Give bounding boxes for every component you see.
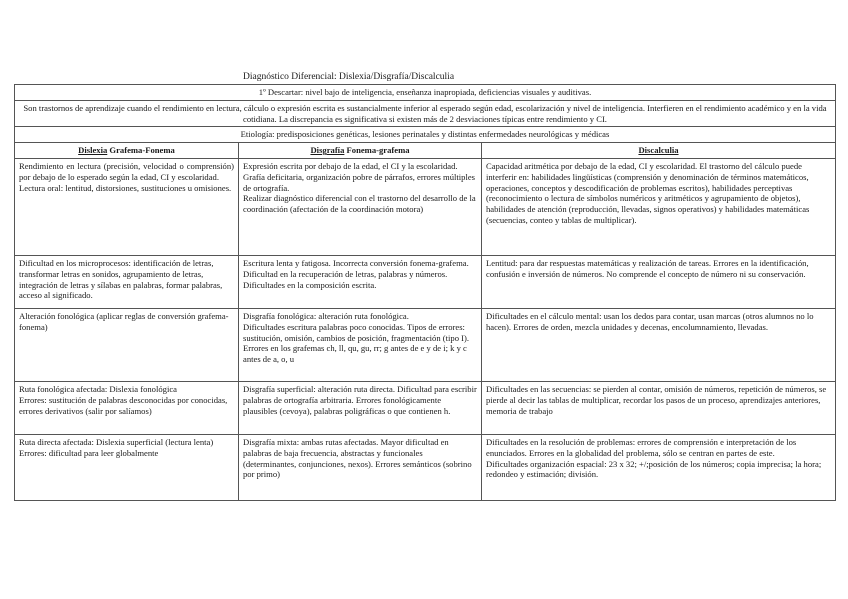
disgrafia-cell: Disgrafía fonológica: alteración ruta fonológica. Dificultades escritura palabras poco conocidas. Tipos de errores: sustitución, omisión, cambios de posición, fragmentación (tipo I). Errores en los grafemas ch, ll, qu, gu, rr; g antes de e y de i; k y c antes de a, o, u	[239, 308, 482, 381]
header-disgrafia: Disgrafía Fonema-grafema	[239, 143, 482, 159]
etiology-row	[15, 127, 836, 143]
disgrafia-cell: Disgrafía superficial: alteración ruta directa. Dificultad para escribir palabras de ortografía arbitraria. Errores fonológicamente plausibles (cevoya), palabras poligráficas o que contienen h.	[239, 381, 482, 434]
document-title: Diagnóstico Diferencial: Dislexia/Disgrafía/Discalculia	[243, 72, 455, 82]
disgrafia-cell: Disgrafía mixta: ambas rutas afectadas. Mayor dificultad en palabras de baja frecuencia, abstractas y funcionales (determinantes, conjunciones, nexos). Errores semánticos (sobrino por primo)	[239, 434, 482, 500]
dislexia-cell: Rendimiento en lectura (precisión, velocidad o comprensión) por debajo de lo esperado según la edad, CI y escolaridad. Lectura oral: lentitud, distorsiones, sustituciones u omisiones.	[15, 158, 239, 255]
table-row	[15, 158, 836, 255]
descartar-cell: 1º Descartar: nivel bajo de inteligencia, enseñanza inapropiada, deficiencias visuales y auditivas.	[15, 85, 836, 101]
dislexia-cell: Alteración fonológica (aplicar reglas de conversión grafema-fonema)	[15, 308, 239, 381]
disgrafia-cell: Escritura lenta y fatigosa. Incorrecta conversión fonema-grafema. Dificultad en la recuperación de letras, palabras y números. Dificultades en la composición escrita.	[239, 255, 482, 308]
definition-row	[15, 100, 836, 127]
definition-cell: Son trastornos de aprendizaje cuando el rendimiento en lectura, cálculo o expresión escrita es sustancialmente inferior al esperado según edad, escolarización y nivel de inteligencia. Interfieren en el rendimiento académico y en la vida cotidiana. La discrepancia es significativa si existen más de 2 desviaciones típicas entre rendimiento y CI.	[15, 100, 836, 127]
header-discalculia: Discalculia	[482, 143, 836, 159]
etiology-cell: Etiología: predisposiciones genéticas, lesiones perinatales y distintas enfermedades neurológicas y médicas	[15, 127, 836, 143]
dislexia-cell: Ruta directa afectada: Dislexia superficial (lectura lenta) Errores: dificultad para leer globalmente	[15, 434, 239, 500]
discalculia-cell: Dificultades en las secuencias: se pierden al contar, omisión de números, repetición de números, se pierde al decir las tablas de multiplicar, recordar los pasos de un proceso, aprendizajes anteriores, memoria de trabajo	[482, 381, 836, 434]
table-row	[15, 381, 836, 434]
dislexia-cell: Ruta fonológica afectada: Dislexia fonológica Errores: sustitución de palabras desconocidas por conocidas, errores derivativos (salir por salíamos)	[15, 381, 239, 434]
header-dislexia: Dislexia Grafema-Fonema	[15, 143, 239, 159]
table-row	[15, 308, 836, 381]
discalculia-cell: Dificultades en la resolución de problemas: errores de comprensión e interpretación de los enunciados. Errores en la globalidad del problema, sólo se centran en partes de este. Dificultades organización espacial: 23 x 32; +/;posición de los números; copia imprecisa; la hora; redondeo y estimación; división.	[482, 434, 836, 500]
descartar-row	[15, 85, 836, 101]
discalculia-cell: Capacidad aritmética por debajo de la edad, CI y escolaridad. El trastorno del cálculo puede interferir en: habilidades lingüísticas (comprensión y denominación de términos matemáticos, operaciones, conceptos y descodificación de problemas escritos), habilidades perceptivas (reconocimiento o lectura de símbolos numéricos y aritméticos y agrupamiento de objetos), habilidades de atención (reproducción, llevadas, signos operativos) y habilidades matemáticas (secuencias, conteo y tablas de multiplicar).	[482, 158, 836, 255]
disgrafia-cell: Expresión escrita por debajo de la edad, el CI y la escolaridad. Grafía deficitaria, organización pobre de párrafos, errores múltiples de ortografía. Realizar diagnóstico diferencial con el trastorno del desarrollo de la coordinación (afectación de la coordinación motora)	[239, 158, 482, 255]
dislexia-cell: Dificultad en los microprocesos: identificación de letras, transformar letras en sonidos, agrupamiento de letras, integración de letras y sílabas en palabras, formar palabras, acceso al significado.	[15, 255, 239, 308]
table-row	[15, 255, 836, 308]
table-row	[15, 434, 836, 500]
discalculia-cell: Dificultades en el cálculo mental: usan los dedos para contar, usan marcas (otros alumnos no lo hacen). Errores de orden, mezcla unidades y decenas, encolumnamiento, llevadas.	[482, 308, 836, 381]
header-row	[15, 143, 836, 159]
discalculia-cell: Lentitud: para dar respuestas matemáticas y realización de tareas. Errores en la identificación, confusión e inversión de números. No comprende el concepto de número ni su conservación.	[482, 255, 836, 308]
diagnosis-table	[14, 84, 836, 501]
